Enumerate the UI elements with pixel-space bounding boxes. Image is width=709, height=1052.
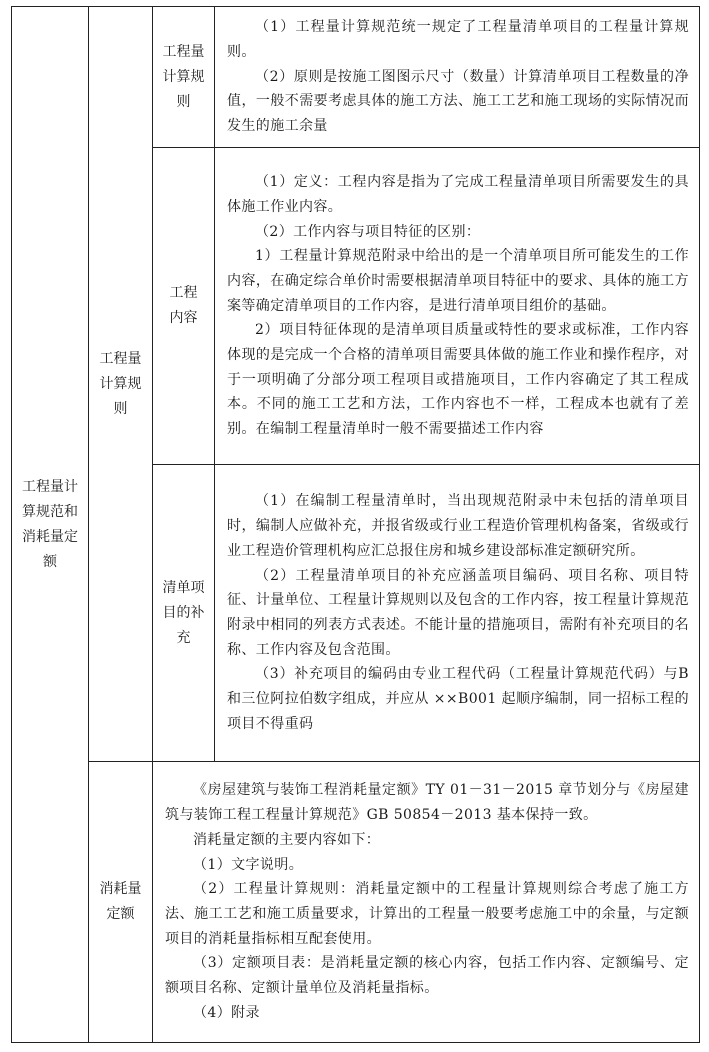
paragraph: （3）补充项目的编码由专业工程代码（工程量计算规范代码）与B和三位阿拉伯数字组成，并应从 ××B001 起顺序编制，同一招标工程的项目不得重码 [227, 666, 689, 732]
section-label: 工程量计算规则 [99, 350, 142, 417]
category-label: 工程量计算规范和消耗量定额 [22, 478, 78, 570]
quota-label: 消耗量定额 [99, 881, 142, 922]
paragraph: （2）工程量计算规则：消耗量定额中的工程量计算规则综合考虑了施工方法、施工工艺和施工质量要求，计算出的工程量一般要考虑施工中的余量，与定额项目的消耗量指标相互配套使用。 [165, 881, 689, 947]
paragraph: 1）工程量计算规范附录中给出的是一个清单项目所可能发生的工作内容，在确定综合单价时需要根据清单项目特征中的要求、具体的施工方案等确定清单项目的工作内容，是进行清单项目组价的基础。 [227, 248, 689, 314]
table-row [12, 762, 700, 1043]
paragraph: （2）工作内容与项目特征的区别： [255, 223, 481, 240]
row-content-cell [215, 148, 700, 465]
content-table [11, 6, 700, 1043]
paragraph: （1）定义：工程内容是指为了完成工程量清单项目所需要发生的具体施工作业内容。 [227, 174, 689, 215]
category-label-cell [12, 7, 89, 1043]
row-label: 清单项目的补充 [162, 579, 205, 646]
table-row [12, 7, 700, 148]
paragraph: 消耗量定额的主要内容如下： [193, 831, 381, 848]
row-label: 工程量计算规则 [162, 43, 205, 110]
paragraph: （4）附录 [193, 1004, 260, 1021]
paragraph: （1）文字说明。 [193, 856, 304, 873]
row-label-cell [153, 7, 215, 148]
row-label-cell [153, 465, 215, 762]
paragraph: （1）在编制工程量清单时，当出现规范附录中未包括的清单项目时，编制人应做补充，并报省级或行业工程造价管理机构备案，省级或行业工程造价管理机构应汇总报住房和城乡建设部标准定额研究所。 [227, 493, 689, 559]
paragraph: （3）定额项目表：是消耗量定额的核心内容，包括工作内容、定额编号、定额项目名称、定额计量单位及消耗量指标。 [165, 955, 689, 997]
paragraph: （1）工程量计算规范统一规定了工程量清单项目的工程量计算规则。 [227, 19, 689, 60]
row-label-cell [153, 148, 215, 465]
paragraph: 《房屋建筑与装饰工程消耗量定额》TY 01－31－2015 章节划分与《房屋建筑与装饰工程工程量计算规范》GB 50854－2013 基本保持一致。 [165, 782, 689, 824]
paragraph: （2）原则是按施工图图示尺寸（数量）计算清单项目工程数量的净值，一般不需要考虑具体的施工方法、施工工艺和施工现场的实际情况而发生的施工余量 [227, 68, 689, 135]
paragraph: 2）项目特征体现的是清单项目质量或特性的要求或标准，工作内容体现的是完成一个合格的清单项目需要具体做的施工作业和操作程序，对于一项明确了分部分项工程项目或措施项目，工作内容确定了其工程成本。不同的施工工艺和方法，工作内容也不一样，工程成本也就有了差别。在编制工程量清单时一般不需要描述工作内容 [227, 322, 689, 438]
row-content-cell [215, 465, 700, 762]
paragraph: （2）工程量清单项目的补充应涵盖项目编码、项目名称、项目特征、计量单位、工程量计算规则以及包含的工作内容，按工程量计算规范附录中相同的列表方式表述。不能计量的措施项目，需附有补充项目的名称、工作内容及包含范围。 [227, 567, 689, 658]
quota-content-cell [153, 762, 700, 1043]
row-label: 工程内容 [169, 285, 198, 326]
row-content-cell [215, 7, 700, 148]
section-label-cell [89, 7, 153, 762]
quota-label-cell [89, 762, 153, 1043]
